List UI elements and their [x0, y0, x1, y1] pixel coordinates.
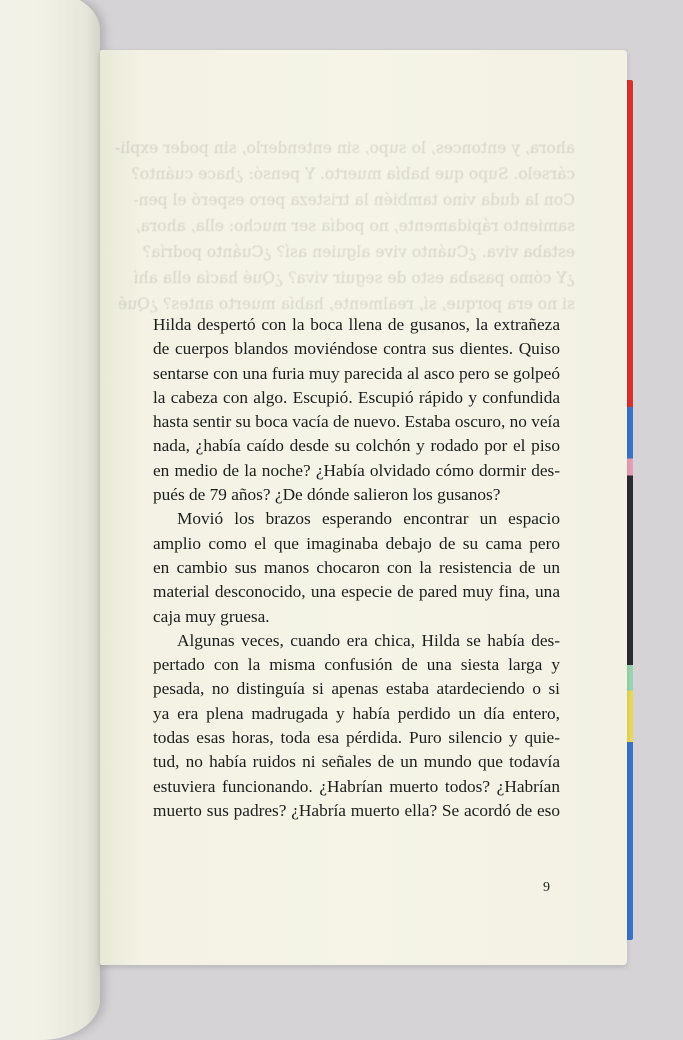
paragraph-1 — [153, 313, 560, 507]
text-line: hasta sentir su boca vacía de nuevo. Estaba oscuro, no veía — [153, 412, 560, 432]
bleed-line: ¿Y cómo pasaba esto de seguir viva? ¿Qué hacía ella ahí — [133, 269, 575, 287]
text-line: pesada, no distinguía si apenas estaba atardeciendo o si — [153, 679, 560, 699]
bleed-line: si no era porque, sí, realmente, había muerto antes? ¿Qué — [117, 295, 575, 313]
text-line: sentarse con una furia muy parecida al asco pero se golpeó — [153, 363, 560, 383]
text-line: de cuerpos blandos moviéndose contra sus dientes. Quiso — [153, 339, 560, 359]
book-page — [100, 50, 627, 965]
text-line: tud, no había ruidos ni señales de un mundo que todavía — [153, 752, 560, 772]
bleed-line: samiento rápidamente, no podía ser mucho: ella, ahora, — [135, 217, 575, 235]
text-line: en cambio sus manos chocaron con la resistencia de un — [153, 557, 560, 577]
text-line: ya era plena madrugada y había perdido un día entero, — [153, 703, 560, 723]
bleed-line: cárselo. Supo que había muerto. Y pensó: ¿hace cuánto? — [131, 165, 575, 183]
text-line: Algunas veces, cuando era chica, Hilda se había des- — [177, 630, 560, 650]
text-line: la cabeza con algo. Escupió. Escupió rápido y confundida — [153, 387, 560, 407]
bleed-line: Con la duda vino también la tristeza pero esperó el pen- — [133, 191, 575, 209]
text-line: en medio de la noche? ¿Había olvidado cómo dormir des- — [153, 460, 560, 480]
text-line: amplio como el que imaginaba debajo de su cama pero — [153, 533, 560, 553]
text-line: Movió los brazos esperando encontrar un espacio — [177, 509, 560, 529]
page-body-text — [153, 313, 560, 823]
text-line: muerto sus padres? ¿Habría muerto ella? Se acordó de eso — [153, 800, 560, 820]
text-line: caja muy gruesa. — [153, 606, 270, 626]
bleed-line: ahora, y entonces, lo supo, sin entenderlo, sin poder expli- — [115, 139, 575, 157]
text-line: estuviera funcionando. ¿Habrían muerto todos? ¿Habrían — [153, 776, 560, 796]
bleed-line: estaba viva. ¿Cuánto vive alguien así? ¿Cuánto podría? — [142, 243, 575, 261]
left-page-edge — [0, 0, 100, 1040]
text-line: todas esas horas, toda esa pérdida. Puro silencio y quie- — [153, 728, 560, 748]
page-number: 9 — [543, 880, 550, 895]
bleed-through-text — [115, 135, 575, 317]
text-line: Hilda despertó con la boca llena de gusanos, la extrañeza — [153, 315, 560, 334]
text-line: pertado con la misma confusión de una siesta larga y — [153, 655, 560, 675]
text-line: nada, ¿había caído desde su colchón y rodado por el piso — [153, 436, 560, 456]
paragraph-2 — [153, 507, 560, 628]
paragraph-3 — [153, 629, 560, 823]
text-line: pués de 79 años? ¿De dónde salieron los gusanos? — [153, 485, 501, 505]
text-line: material desconocido, una especie de pared muy fina, una — [153, 582, 560, 602]
